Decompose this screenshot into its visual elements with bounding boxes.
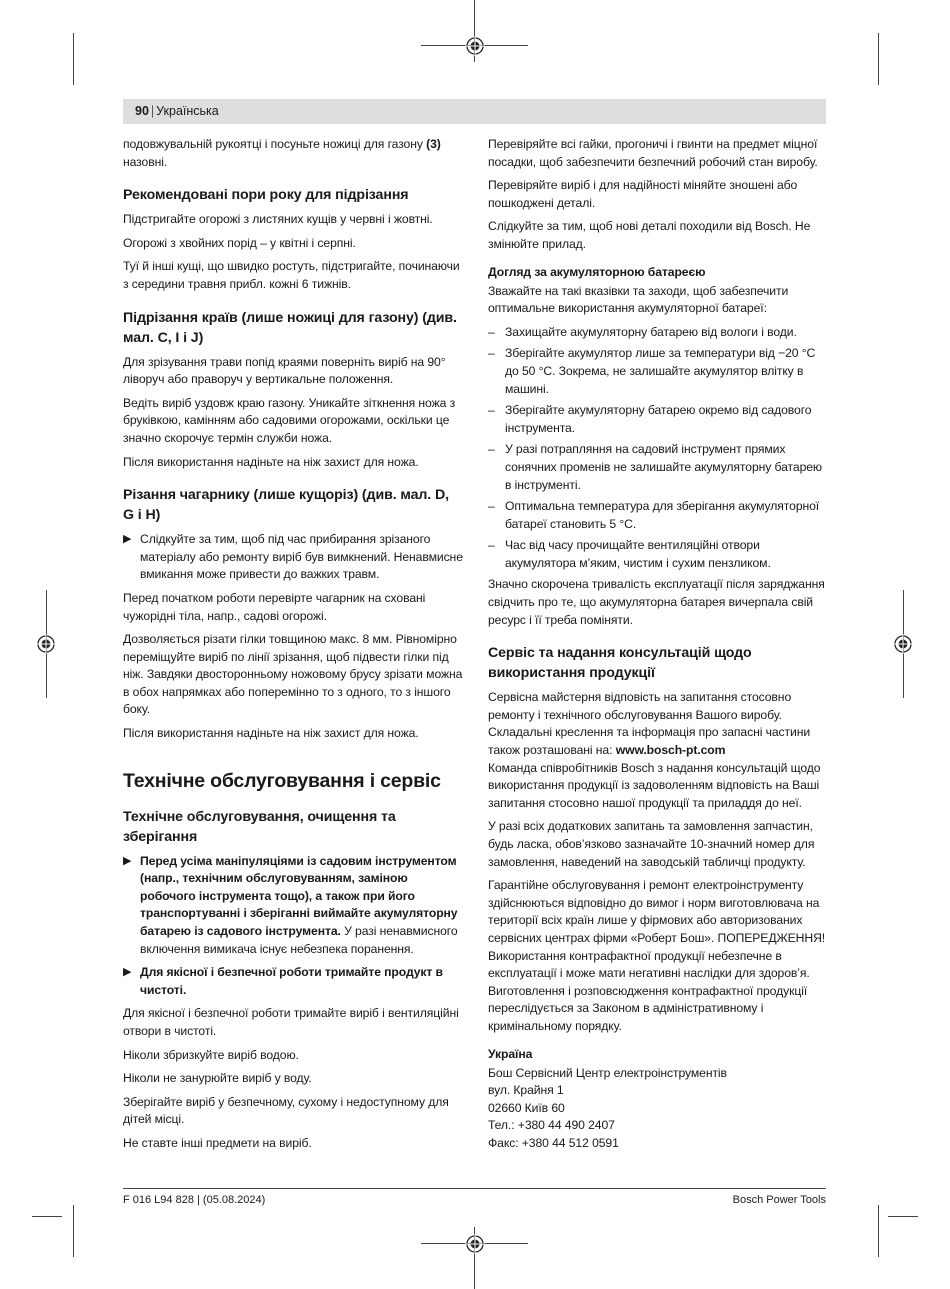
text: Оптимальна температура для зберігання акумуляторної батареї становить 5 °C. [505,499,820,531]
dash-marker: – [488,403,495,418]
left-column [123,136,463,1159]
dash-marker: – [488,346,495,361]
paragraph: Підстригайте огорожі з листяних кущів у червні і жовтні. [123,212,433,227]
header-language: Українська [156,104,219,118]
registration-mark-icon [465,36,485,56]
heading-shrubs: Різання чагарнику (лише кущоріз) (див. мал. D, G i H) [123,487,449,524]
paragraph: Не ставте інші предмети на виріб. [123,1135,312,1150]
text: Захищайте акумуляторну батарею від вологи і води. [505,324,797,339]
paragraph: Команда співробітників Bosch з надання консультацій щодо використання продукції із задоволенням відповість на Ваші запитання стосовно нашої продукції та приладдя до неї. [488,760,821,810]
paragraph: Гарантійне обслуговування і ремонт електроінструменту здійснюються відповідно до вимог і норм виготовлювача на території всіх країн лише у фірмових або авторизованих сервісних центрах фірми «Роберт Бош». ПОПЕРЕДЖЕННЯ! Використання контрафактної продукції небезпечне в експлуатації і може мати негативні наслідки для здоров’я. Виготовлення і розповсюдження контрафактної продукції переслідується за Законом в адміністративному і кримінальному порядку. [488,878,826,1033]
dash-marker: – [488,324,495,339]
text: У разі ненавмисного включення вимикача існує небезпека поранення. [140,924,458,956]
paragraph: Перед початком роботи перевірте чагарник на сховані чужорідні тіла, напр., садові огорожі. [123,590,426,623]
dash-item [488,345,826,398]
registration-mark-icon [36,634,56,654]
text: У разі потрапляння на садовий інструмент прямих сонячних променів не залишайте акумуляторну батарею в інструменті. [505,442,822,492]
heading-edges: Підрізання країв (лише ножиці для газону) (див. мал. C, I i J) [123,309,457,346]
paragraph [488,689,826,759]
header-separator: | [150,104,155,118]
paragraph: Перевіряйте всі гайки, прогоничі і гвинти на предмет міцної посадки, щоб забезпечити безпечний робочий стан виробу. [488,137,818,169]
paragraph: Туї й інші кущі, що швидко ростуть, підстригайте, починаючи з середини травня прибл. кожні 6 тижнів. [123,259,460,291]
text: назовні. [123,154,168,169]
paragraph: Огорожі з хвойних порід – у квітні і серпні. [123,235,356,250]
paragraph: Ведіть виріб уздовж краю газону. Уникайте зіткнення ножа з бруківкою, камінням або садовими огорожами, оскільки це значно скорочує термін служби ножа. [123,395,456,445]
crop-mark [32,1216,62,1217]
fax-line: Факс: +380 44 512 0591 [488,1135,619,1150]
warning-bullet [123,964,463,999]
text-bold: Для якісної і безпечної роботи тримайте продукт в чистоті. [140,965,443,997]
crop-mark [878,1205,879,1257]
paragraph: Для якісної і безпечної роботи тримайте виріб і вентиляційні отвори в чистоті. [123,1006,459,1038]
dash-item [488,498,826,533]
heading-service-main: Технічне обслуговування і сервіс [123,769,441,792]
warning-bullet [123,531,463,584]
paragraph: Значно скорочена тривалість експлуатації після заряджання свідчить про те, що акумуляторна батарея вичерпала свій ресурс і її треба поміняти. [488,577,825,627]
crop-mark [878,33,879,85]
crop-mark [73,33,74,85]
dash-marker: – [488,499,495,514]
heading-battery: Догляд за акумуляторною батареєю [488,264,706,279]
text: Зберігайте акумулятор лише за температури від −20 °C до 50 °C. Зокрема, не залишайте акумулятор влітку в машині. [505,346,816,396]
heading-seasons: Рекомендовані пори року для підрізання [123,187,409,204]
heading-consult: Сервіс та надання консультацій щодо використання продукції [488,645,752,682]
page-footer [123,1188,826,1208]
paragraph: Після використання надіньте на ніж захист для ножа. [123,726,419,741]
paragraph: Слідкуйте за тим, щоб нові деталі походили від Bosch. Не змінюйте прилад. [488,219,811,251]
paragraph: Для зрізування трави попід краями поверніть виріб на 90° ліворуч або праворуч у вертикальне положення. [123,354,446,387]
page-header [123,99,826,124]
paragraph: Ніколи не занурюйте виріб у воду. [123,1071,312,1086]
dash-item [488,537,826,572]
dash-item [488,324,826,342]
right-column [488,136,826,1153]
text: подовжувальній рукоятці і посуньте ножиці для газону [123,137,427,151]
service-address [488,1065,826,1153]
page-number: 90 [135,104,149,118]
text: Слідкуйте за тим, щоб під час прибирання зрізаного матеріалу або ремонту виріб був вимкнений. Ненавмисне вмикання може привести до важких травм. [140,532,463,582]
paragraph: Дозволяється різати гілки товщиною макс. 8 мм. Рівномірно переміщуйте виріб по лінії зрізання, щоб підвести гілки під ніж. Завдяки двосторонньому ножовому брусу зрізати можна в обох напрямках або поперемінно то з одного, то з іншого боку. [123,632,463,717]
crop-mark [888,1216,918,1217]
paragraph [123,136,463,171]
heading-country: Україна [488,1046,533,1061]
address-line: вул. Крайня 1 [488,1083,564,1098]
footer-doc-id: F 016 L94 828 | (05.08.2024) [123,1194,266,1206]
registration-mark-icon [465,1234,485,1254]
phone-line: Тел.: +380 44 490 2407 [488,1118,615,1133]
registration-mark-icon [893,634,913,654]
paragraph: Зважайте на такі вказівки та заходи, щоб забезпечити оптимальне використання акумуляторної батареї: [488,283,789,316]
warning-bullet [123,853,463,959]
bullet-triangle-icon: ▶ [123,533,132,546]
footer-brand: Bosch Power Tools [732,1194,826,1206]
dash-marker: – [488,442,495,457]
crop-mark [73,1205,74,1257]
heading-maintenance: Технічне обслуговування, очищення та зберігання [123,808,396,845]
text-bold: Перед усіма маніпуляціями із садовим інструментом (напр., технічним обслуговуванням, заміною робочого інструмента тощо), а також при його транспортуванні і зберіганні виймайте акумуляторну батарею із садового інструмента. [140,853,458,939]
dash-item [488,402,826,437]
text: Сервісна майстерня відповість на запитання стосовно ремонту і технічного обслуговування Вашого виробу. Складальні креслення та інформація про запасні частини також розташовані на: [488,690,811,758]
bullet-triangle-icon: ▶ [123,854,132,867]
address-line: Бош Сервісний Центр електроінструментів [488,1065,727,1080]
text-bold: (3) [426,137,441,151]
website-link[interactable]: www.bosch-pt.com [615,743,726,758]
paragraph: Після використання надіньте на ніж захист для ножа. [123,454,419,469]
paragraph: У разі всіх додаткових запитань та замовлення запчастин, будь ласка, обов’язково зазначайте 10‑значний номер для замовлення, наведений на заводській табличці продукту. [488,819,815,869]
dash-item [488,441,826,494]
paragraph: Зберігайте виріб у безпечному, сухому і недоступному для дітей місці. [123,1094,449,1127]
text: Зберігайте акумуляторну батарею окремо від садового інструмента. [505,403,812,435]
bullet-triangle-icon: ▶ [123,966,132,979]
paragraph: Ніколи збризкуйте виріб водою. [123,1047,299,1062]
dash-marker: – [488,538,495,553]
text: Час від часу прочищайте вентиляційні отвори акумулятора м’яким, чистим і сухим пензликом. [505,538,771,570]
address-line: 02660 Київ 60 [488,1100,565,1115]
paragraph: Перевіряйте виріб і для надійності міняйте зношені або пошкоджені деталі. [488,178,798,210]
